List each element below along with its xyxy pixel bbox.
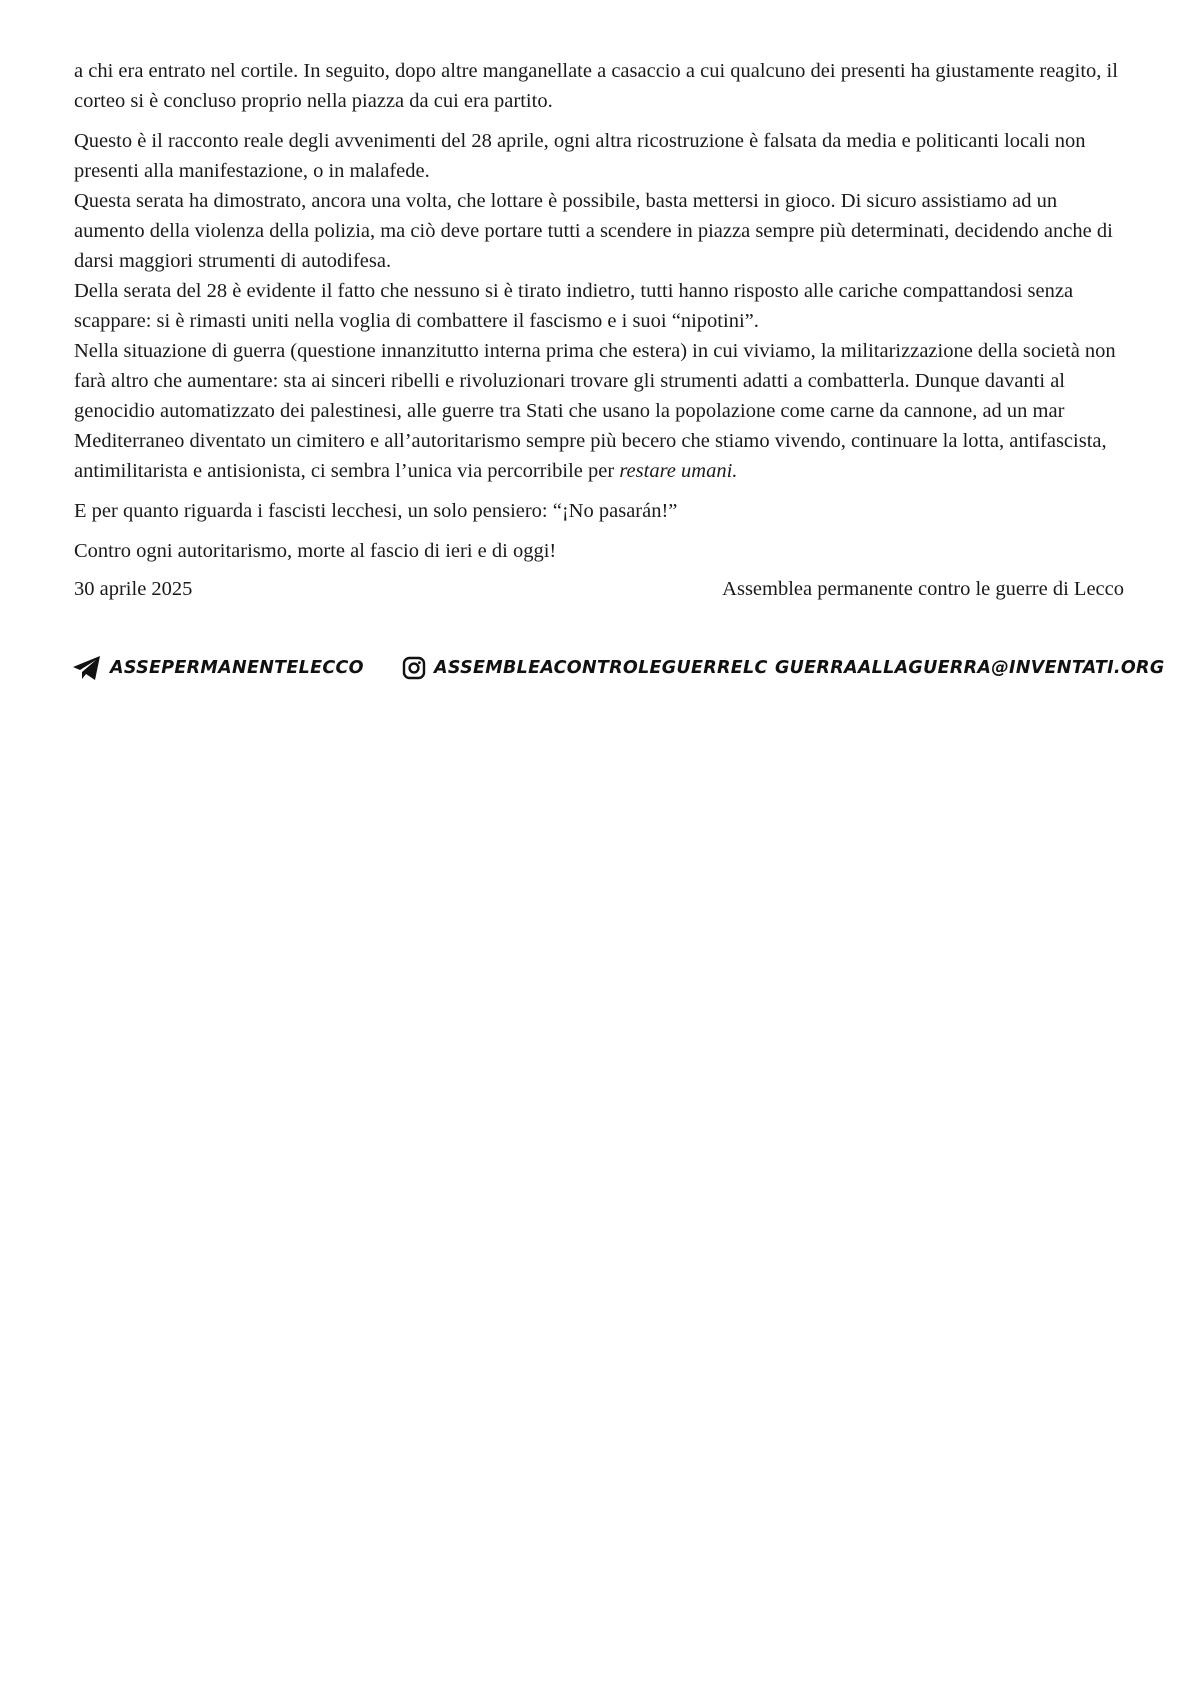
paragraph-6: E per quanto riguarda i fascisti lecchesi, un solo pensiero: “¡No pasarán!”	[74, 500, 678, 522]
telegram-handle: ASSEPERMANENTELECCO	[110, 658, 364, 678]
instagram-handle: ASSEMBLEACONTROLEGUERRELC	[434, 658, 768, 678]
paragraph-7: Contro ogni autoritarismo, morte al fascio di ieri e di oggi!	[74, 540, 557, 562]
paragraph-2: Questo è il racconto reale degli avvenimenti del 28 aprile, ogni altra ricostruzione è falsata da media e politicanti locali non presenti alla manifestazione, o in malafede.	[74, 130, 1086, 182]
document-date: 30 aprile 2025	[74, 578, 193, 600]
paragraph-5-text: Nella situazione di guerra (questione innanzitutto interna prima che estera) in cui viviamo, la militarizzazione della società non farà altro che aumentare: sta ai sinceri ribelli e rivoluzionari trovare gli strumenti adatti a combatterla. Dunque davanti al genocidio automatizzato dei palestinesi, alle guerre tra Stati che usano la popolazione come carne da cannone, ad un mar Mediterraneo diventato un cimitero e all’autoritarismo sempre più becero che stiamo vivendo, continuare la lotta, antifascista, antimilitarista e antisionista, ci sembra l’unica via percorribile per	[74, 340, 1116, 482]
contact-footer	[72, 650, 1165, 686]
paragraph-5-emphasis: restare umani.	[619, 460, 738, 482]
document-page	[74, 56, 1124, 604]
instagram-icon	[402, 656, 426, 680]
telegram-contact[interactable]	[72, 650, 364, 686]
email-contact[interactable]	[775, 650, 1165, 686]
article-block	[74, 126, 1124, 486]
paragraph-5	[74, 336, 1124, 486]
paragraph-4: Della serata del 28 è evidente il fatto che nessuno si è tirato indietro, tutti hanno risposto alle cariche compattandosi senza scappare: si è rimasti uniti nella voglia di combattere il fascismo e i suoi “nipotini”.	[74, 280, 1074, 332]
telegram-icon	[72, 655, 102, 681]
paragraph-3: Questa serata ha dimostrato, ancora una volta, che lottare è possibile, basta mettersi in gioco. Di sicuro assistiamo ad un aumento della violenza della polizia, ma ciò deve portare tutti a scendere in piazza sempre più determinati, decidendo anche di darsi maggiori strumenti di autodifesa.	[74, 190, 1113, 272]
instagram-contact[interactable]	[402, 650, 768, 686]
paragraph-1: a chi era entrato nel cortile. In seguito, dopo altre manganellate a casaccio a cui qualcuno dei presenti ha giustamente reagito, il corteo si è concluso proprio nella piazza da cui era partito.	[74, 60, 1118, 112]
document-signature: Assemblea permanente contro le guerre di Lecco	[722, 578, 1124, 600]
signature-row	[74, 574, 1124, 604]
email-address: GUERRAALLAGUERRA@INVENTATI.ORG	[775, 658, 1165, 678]
